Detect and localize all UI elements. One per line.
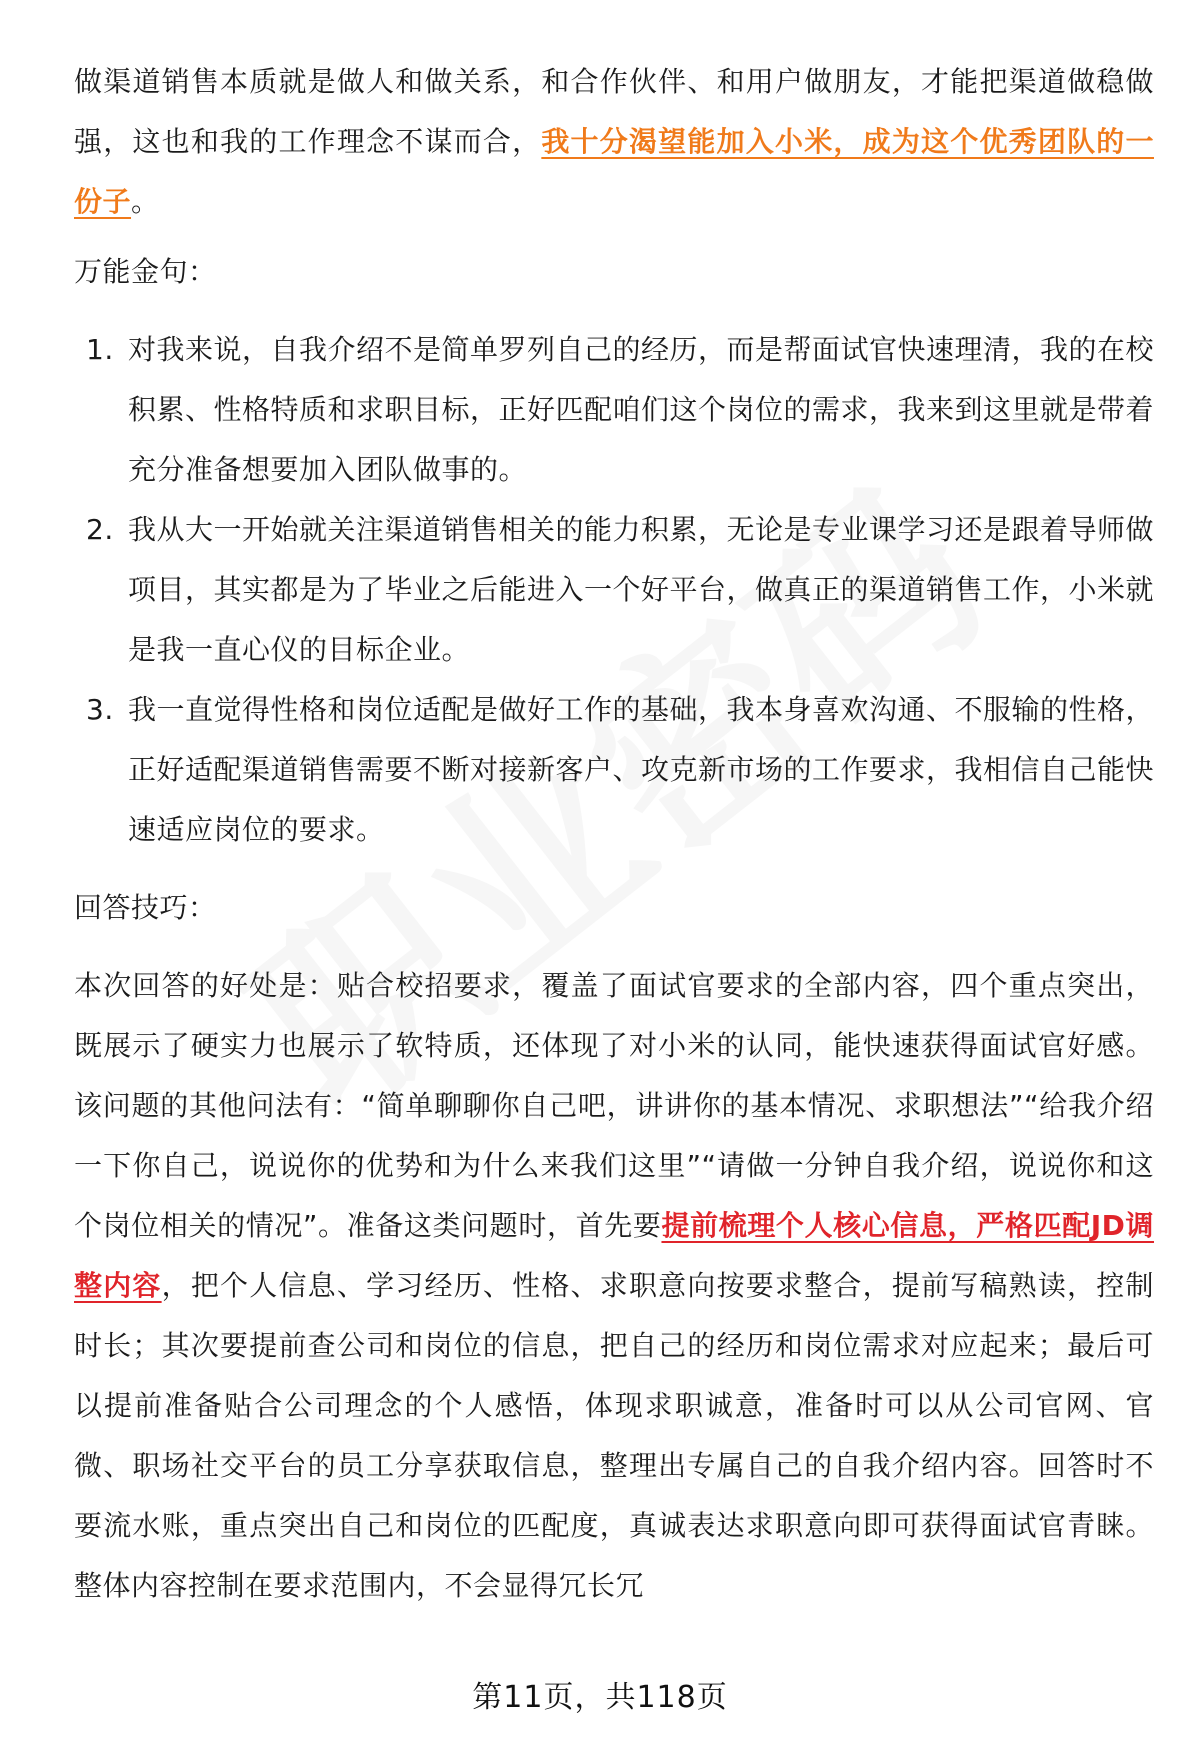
list-number: 1. (86, 333, 114, 366)
document-page (74, 52, 1154, 1616)
answer-tips-label: 回答技巧： (74, 891, 217, 924)
list-item (74, 680, 1154, 860)
list-item-text: 对我来说，自我介绍不是简单罗列自己的经历，而是帮面试官快速理清，我的在校积累、性格特质和求职目标，正好匹配咱们这个岗位的需求，我来到这里就是带着充分准备想要加入团队做事的。 (128, 333, 1155, 486)
tips-highlight: 提前梳理个人核心信息，严格匹配JD调整内容 (74, 1209, 1154, 1302)
tips-text: 本次回答的好处是：贴合校招要求，覆盖了面试官要求的全部内容，四个重点突出，既展示了硬实力也展示了软特质，还体现了对小米的认同，能快速获得面试官好感。该问题的其他问法有：“简单聊聊你自己吧，讲讲你的基本情况、求职想法”“给我介绍一下你自己，说说你的优势和为什么来我们这里”“请做一分钟自我介绍，说说你和这个岗位相关的情况”。准备这类问题时，首先要 (74, 969, 1154, 1242)
list-item-text: 我一直觉得性格和岗位适配是做好工作的基础，我本身喜欢沟通、不服输的性格，正好适配渠道销售需要不断对接新客户、攻克新市场的工作要求，我相信自己能快速适应岗位的要求。 (128, 693, 1155, 846)
list-number: 2. (86, 513, 114, 546)
intro-highlight: 我十分渴望能加入小米，成为这个优秀团队的一份子 (74, 125, 1154, 218)
list-item (74, 320, 1154, 500)
intro-text: 做渠道销售本质就是做人和做关系，和合作伙伴、和用户做朋友，才能把渠道做稳做强，这也和我的工作理念不谋而合， (74, 65, 1154, 158)
list-item (74, 500, 1154, 680)
tips-text-end: ，把个人信息、学习经历、性格、求职意向按要求整合，提前写稿熟读，控制时长；其次要提前查公司和岗位的信息，把自己的经历和岗位需求对应起来；最后可以提前准备贴合公司理念的个人感悟，体现求职诚意，准备时可以从公司官网、官微、职场社交平台的员工分享获取信息，整理出专属自己的自我介绍内容。回答时不要流水账，重点突出自己和岗位的匹配度，真诚表达求职意向即可获得面试官青睐。整体内容控制在要求范围内，不会显得冗长冗 (74, 1269, 1154, 1602)
golden-sentences-label: 万能金句： (74, 255, 217, 288)
answer-tips-paragraph (74, 956, 1154, 1616)
golden-sentences-list (74, 320, 1154, 860)
intro-paragraph (74, 52, 1154, 232)
list-item-text: 我从大一开始就关注渠道销售相关的能力积累，无论是专业课学习还是跟着导师做项目，其实都是为了毕业之后能进入一个好平台，做真正的渠道销售工作，小米就是我一直心仪的目标企业。 (128, 513, 1155, 666)
list-number: 3. (86, 693, 114, 726)
intro-text-end: 。 (131, 185, 160, 218)
page-number: 第11页，共118页 (472, 1680, 728, 1715)
